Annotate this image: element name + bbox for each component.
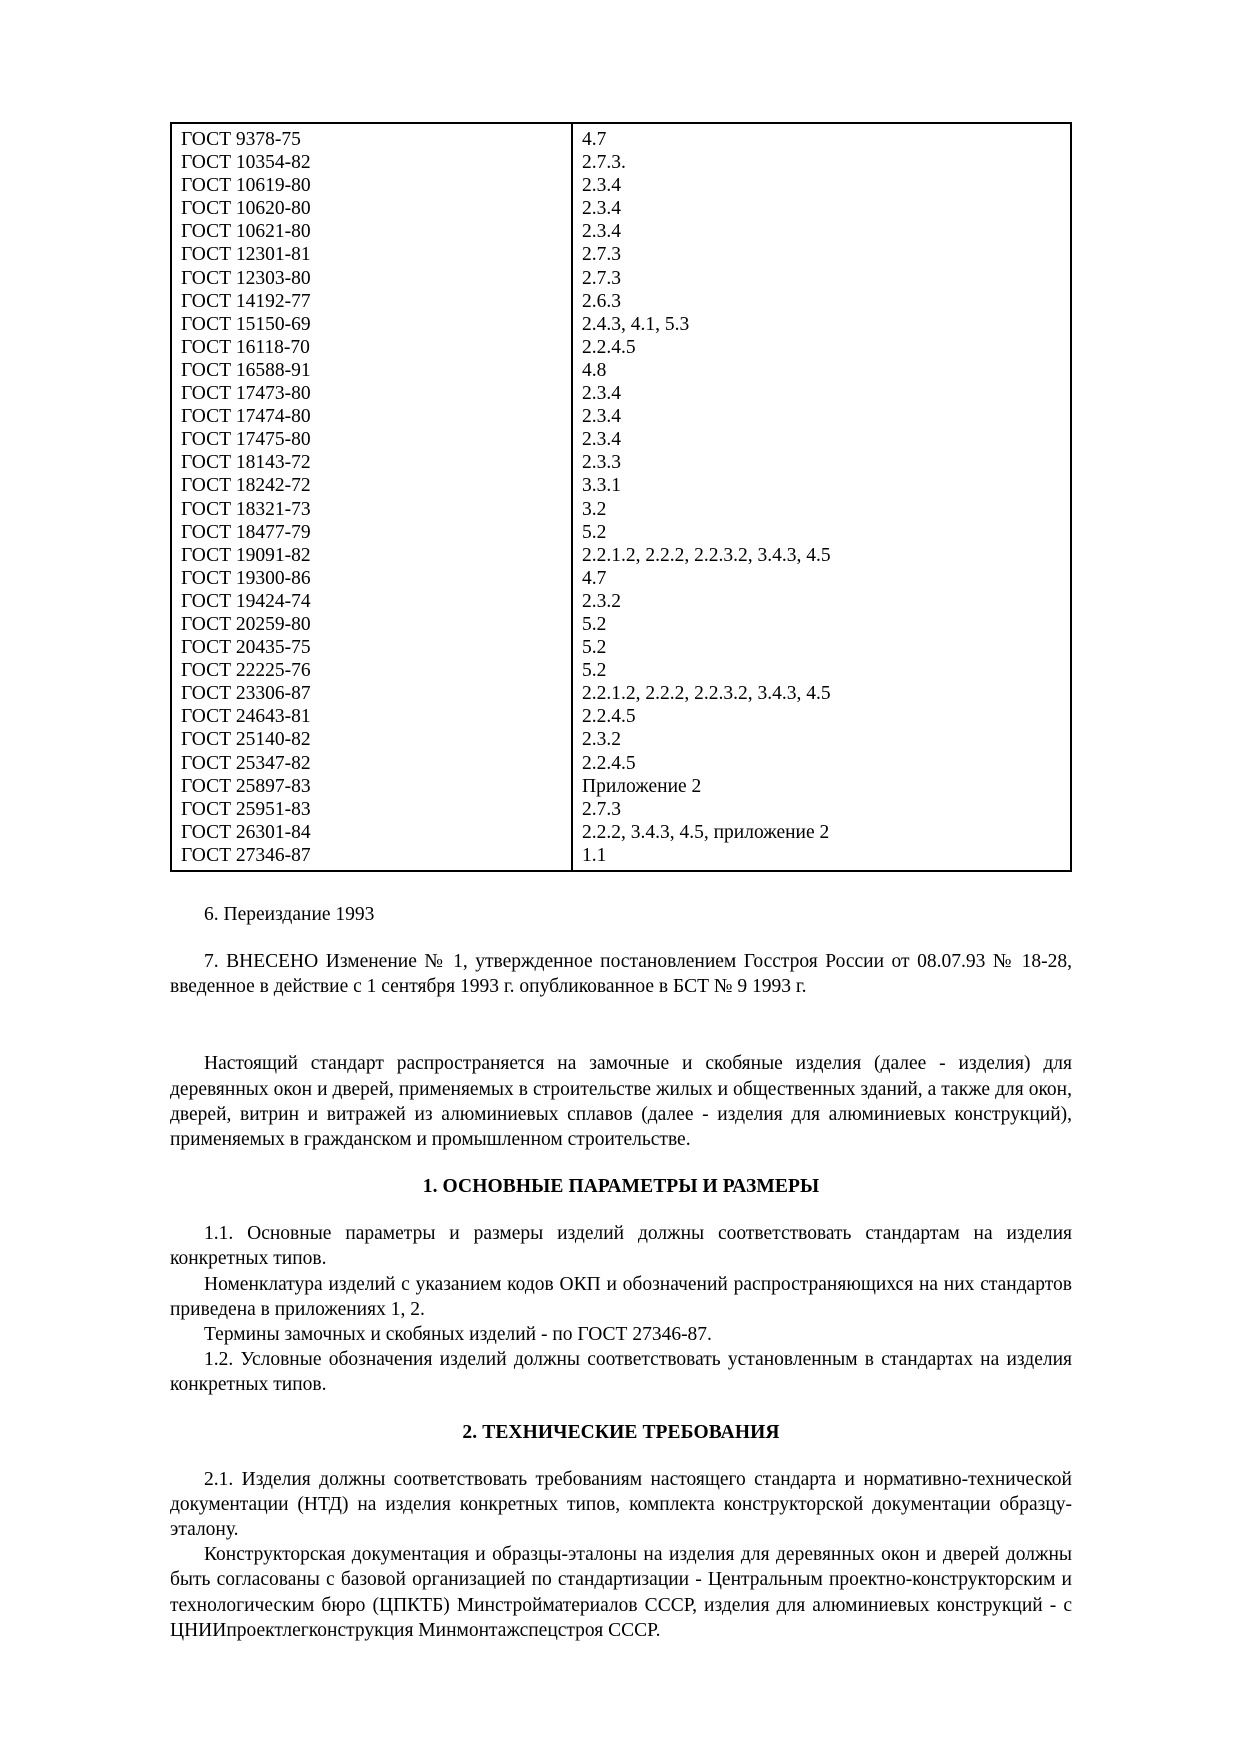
spacer-after-table <box>170 872 1072 902</box>
standard-designation-cell: ГОСТ 20259-80 <box>171 613 572 636</box>
clause-reference-cell: 2.6.3 <box>582 290 621 312</box>
clause-reference-cell: 4.8 <box>582 359 607 381</box>
section-1-paragraph-terms: Термины замочных и скобяных изделий - по ГОСТ 27346-87. <box>204 1324 712 1346</box>
standard-designation-cell: ГОСТ 14192-77 <box>171 290 572 313</box>
standard-designation-cell: ГОСТ 16588-91 <box>171 359 572 382</box>
standard-designation-cell: ГОСТ 10354-82 <box>171 151 572 174</box>
table-row <box>171 336 1071 359</box>
table-row <box>171 590 1071 613</box>
table-row <box>171 659 1071 682</box>
clause-reference-cell: 2.3.2 <box>582 590 621 612</box>
standard-designation-cell: ГОСТ 23306-87 <box>171 682 572 705</box>
clause-reference-cell: 2.7.3 <box>582 267 621 289</box>
table-row <box>171 359 1071 382</box>
standard-designation-cell: ГОСТ 15150-69 <box>171 313 572 336</box>
spacer-before-section-2 <box>170 1398 1072 1420</box>
table-row <box>171 382 1071 405</box>
table-row <box>171 451 1071 474</box>
standard-designation-cell: ГОСТ 10621-80 <box>171 220 572 243</box>
table-row <box>171 844 1071 871</box>
standard-designation-cell: ГОСТ 12301-81 <box>171 243 572 266</box>
table-row <box>171 798 1071 821</box>
table-row <box>171 220 1071 243</box>
standard-designation-cell: ГОСТ 27346-87 <box>171 844 572 871</box>
table-row <box>171 290 1071 313</box>
table-row <box>171 174 1071 197</box>
standard-designation-cell: ГОСТ 18321-73 <box>171 498 572 521</box>
table-row <box>171 521 1071 544</box>
clause-reference-cell: 2.3.4 <box>582 406 621 428</box>
table-row <box>171 636 1071 659</box>
clause-reference-cell: 2.3.2 <box>582 729 621 751</box>
table-row <box>171 151 1071 174</box>
table-row <box>171 197 1071 220</box>
clause-reference-cell: 2.7.3 <box>582 798 621 820</box>
clause-reference-cell: 5.2 <box>582 660 607 682</box>
table-row <box>171 613 1071 636</box>
clause-reference-cell: 2.7.3. <box>582 152 626 174</box>
clause-reference-cell: 2.3.4 <box>582 429 621 451</box>
standard-designation-cell: ГОСТ 16118-70 <box>171 336 572 359</box>
clause-reference-cell: 2.3.4 <box>582 221 621 243</box>
table-row <box>171 474 1071 497</box>
clause-reference-cell: 3.3.1 <box>582 475 621 497</box>
intro-paragraph: Настоящий стандарт распространяется на замочные и скобяные изделия (далее - изделия) для деревянных окон и дверей, применяемых в строительстве жилых и общественных зданий, а также для окон, дверей, витрин и витражей из алюминиевых сплавов (далее - изделия для алюминиевых конструкций), применяемых в гражданском и промышленном строительстве. <box>170 1053 1072 1151</box>
standard-designation-cell: ГОСТ 19424-74 <box>171 590 572 613</box>
table-row <box>171 752 1071 775</box>
standard-designation-cell: ГОСТ 25140-82 <box>171 728 572 751</box>
spacer-before-intro-2 <box>170 1029 1072 1051</box>
table-row <box>171 682 1071 705</box>
standard-designation-cell: ГОСТ 17474-80 <box>171 405 572 428</box>
standard-designation-cell: ГОСТ 24643-81 <box>171 705 572 728</box>
section-1-paragraph-1-2: 1.2. Условные обозначения изделий должны соответствовать установленным в стандартах на изделия конкретных типов. <box>170 1349 1072 1396</box>
table-row <box>171 728 1071 751</box>
table-row <box>171 705 1071 728</box>
clause-reference-cell: 2.2.1.2, 2.2.2, 2.2.3.2, 3.4.3, 4.5 <box>582 683 831 705</box>
table-row <box>171 567 1071 590</box>
table-row <box>171 498 1071 521</box>
spacer-after-section-2-heading <box>170 1445 1072 1467</box>
clause-reference-cell: 5.2 <box>582 637 607 659</box>
standard-designation-cell: ГОСТ 25951-83 <box>171 798 572 821</box>
table-body <box>171 123 1071 871</box>
clause-reference-cell: 2.7.3 <box>582 244 621 266</box>
table-row <box>171 313 1071 336</box>
note-item-7: 7. ВНЕСЕНО Изменение № 1, утвержденное постановлением Госстроя России от 08.07.93 № 18-28, введенное в действие с 1 сентября 1993 г. опубликованное в БСТ № 9 1993 г. <box>170 951 1072 998</box>
standard-designation-cell: ГОСТ 26301-84 <box>171 821 572 844</box>
clause-reference-cell: 2.2.4.5 <box>582 752 636 774</box>
standard-designation-cell: ГОСТ 20435-75 <box>171 636 572 659</box>
clause-reference-cell: Приложение 2 <box>582 775 702 797</box>
clause-reference-cell: 2.2.1.2, 2.2.2, 2.2.3.2, 3.4.3, 4.5 <box>582 544 831 566</box>
standard-designation-cell: ГОСТ 12303-80 <box>171 267 572 290</box>
standard-designation-cell: ГОСТ 18477-79 <box>171 521 572 544</box>
clause-reference-cell: 2.4.3, 4.1, 5.3 <box>582 313 690 335</box>
clause-reference-cell: 2.2.4.5 <box>582 336 636 358</box>
standard-designation-cell: ГОСТ 19091-82 <box>171 544 572 567</box>
standard-designation-cell: ГОСТ 17473-80 <box>171 382 572 405</box>
spacer-between-notes <box>170 927 1072 949</box>
section-2-paragraph-documentation: Конструкторская документация и образцы-эталоны на изделия для деревянных окон и дверей должны быть согласованы с базовой организацией по стандартизации - Центральным проектно-конструкторским и технологическим бюро (ЦПКТБ) Минстройматериалов СССР, изделия для алюминиевых конструкций - с ЦНИИпроектлегконструкция Минмонтажспецстроя СССР. <box>170 1544 1072 1641</box>
clause-reference-cell: 4.7 <box>582 129 607 150</box>
table-row <box>171 243 1071 266</box>
table-row <box>171 267 1071 290</box>
standard-designation-cell: ГОСТ 19300-86 <box>171 567 572 590</box>
clause-reference-cell: 4.7 <box>582 567 607 589</box>
table-row <box>171 123 1071 151</box>
clause-reference-cell: 2.3.4 <box>582 198 621 220</box>
table-row <box>171 544 1071 567</box>
table-row <box>171 821 1071 844</box>
table-row <box>171 428 1071 451</box>
standard-designation-cell: ГОСТ 22225-76 <box>171 659 572 682</box>
clause-reference-cell: 2.2.4.5 <box>582 706 636 728</box>
clause-reference-cell: 1.1 <box>582 844 607 866</box>
clause-reference-cell: 5.2 <box>582 613 607 635</box>
standard-designation-cell: ГОСТ 18242-72 <box>171 474 572 497</box>
spacer-before-section-1 <box>170 1152 1072 1174</box>
section-1-paragraph-nomenclature: Номенклатура изделий с указанием кодов ОКП и обозначений распространяющихся на них стандартов приведена в приложениях 1, 2. <box>170 1273 1072 1320</box>
spacer-before-intro <box>170 999 1072 1029</box>
clause-reference-cell: 2.2.2, 3.4.3, 4.5, приложение 2 <box>582 821 830 843</box>
referenced-standards-table <box>170 122 1072 872</box>
table-row <box>171 405 1071 428</box>
clause-reference-cell: 2.3.4 <box>582 175 621 197</box>
section-2-heading: 2. ТЕХНИЧЕСКИЕ ТРЕБОВАНИЯ <box>462 1421 780 1443</box>
standard-designation-cell: ГОСТ 18143-72 <box>171 451 572 474</box>
standard-designation-cell: ГОСТ 25347-82 <box>171 752 572 775</box>
standard-designation-cell: ГОСТ 17475-80 <box>171 428 572 451</box>
standard-designation-cell: ГОСТ 10620-80 <box>171 197 572 220</box>
clause-reference-cell: 3.2 <box>582 498 607 520</box>
note-item-6: 6. Переиздание 1993 <box>204 904 375 925</box>
clause-reference-cell: 5.2 <box>582 521 607 543</box>
section-2-paragraph-2-1: 2.1. Изделия должны соответствовать требованиям настоящего стандарта и нормативно-технической документации (НТД) на изделия конкретных типов, комплекта конструкторской документации образцу-эталону. <box>170 1468 1072 1541</box>
clause-reference-cell: 2.3.4 <box>582 383 621 405</box>
clause-reference-cell: 2.3.3 <box>582 452 621 474</box>
standard-designation-cell: ГОСТ 10619-80 <box>171 174 572 197</box>
section-1-paragraph-1-1: 1.1. Основные параметры и размеры изделий должны соответствовать стандартам на изделия конкретных типов. <box>170 1223 1072 1270</box>
section-1-heading: 1. ОСНОВНЫЕ ПАРАМЕТРЫ И РАЗМЕРЫ <box>422 1176 820 1198</box>
table-row <box>171 775 1071 798</box>
standard-designation-cell: ГОСТ 25897-83 <box>171 775 572 798</box>
spacer-after-section-1-heading <box>170 1199 1072 1221</box>
standard-designation-cell: ГОСТ 9378-75 <box>171 123 572 151</box>
